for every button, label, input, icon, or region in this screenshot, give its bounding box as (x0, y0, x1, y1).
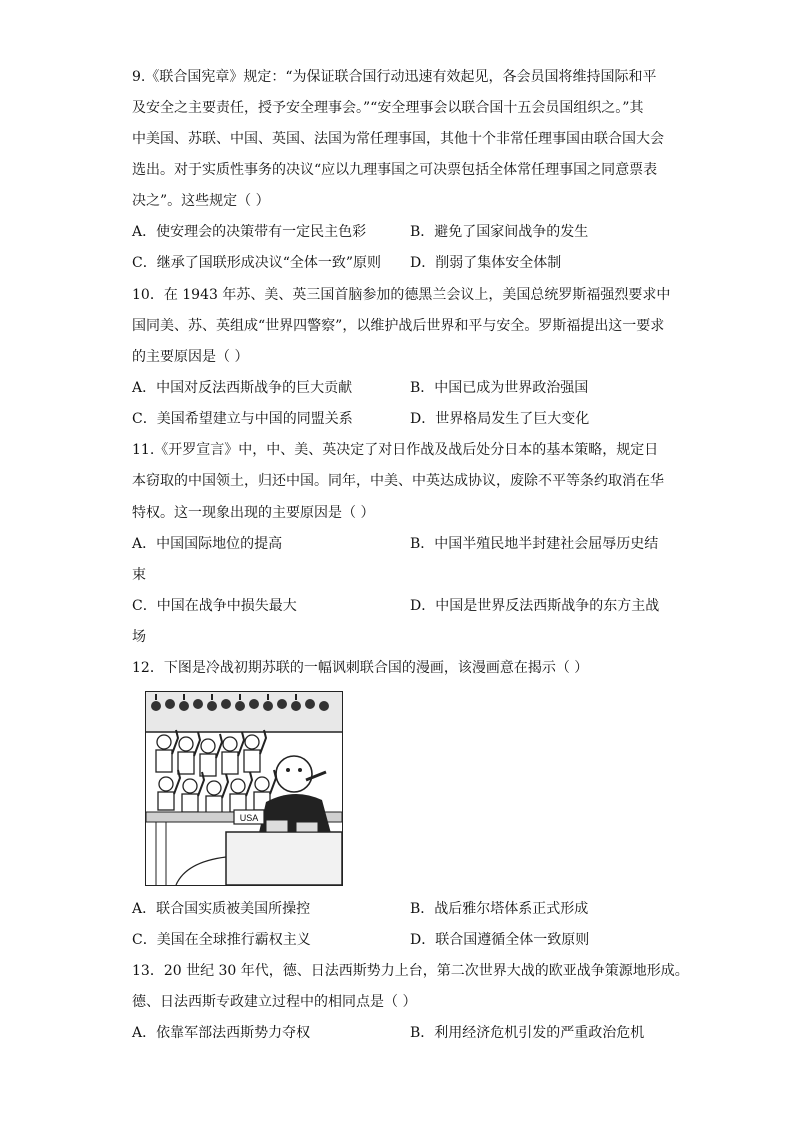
q9-line-5: 决之”。这些规定（ ） (132, 193, 270, 209)
q11-option-d: D．中国是世界反法西斯战争的东方主战 (410, 598, 660, 614)
q10-option-a: A．中国对反法西斯战争的巨大贡献 (132, 380, 353, 396)
q9-line-3: 中美国、苏联、中国、英国、法国为常任理事国，其他十个非常任理事国由联合国大会 (132, 131, 664, 147)
q13-option-a: A．依靠军部法西斯势力夺权 (132, 1025, 311, 1041)
q11-option-d-wrap: 场 (132, 629, 146, 645)
q9-line-4: 选出。对于实质性事务的决议“应以九理事国之可决票包括全体常任理事国之同意票表 (132, 162, 658, 178)
q9-line-1: 9.《联合国宪章》规定：“为保证联合国行动迅速有效起见，各会员国将维持国际和平 (132, 69, 657, 85)
q10-option-b: B．中国已成为世界政治强国 (410, 380, 589, 396)
q13-line-2: 德、日法西斯专政建立过程中的相同点是（ ） (132, 994, 417, 1010)
q11-option-b-wrap: 束 (132, 567, 146, 583)
q11-line-3: 特权。这一现象出现的主要原因是（ ） (132, 505, 375, 521)
q11-option-c: C．中国在战争中损失最大 (132, 598, 297, 614)
q12-option-d: D．联合国遵循全体一致原则 (410, 932, 590, 948)
q11-line-2: 本窃取的中国领土，归还中国。同年，中美、中英达成协议，废除不平等条约取消在华 (132, 473, 664, 489)
cartoon-drawing (146, 692, 342, 885)
q11-option-b: B．中国半殖民地半封建社会屈辱历史结 (410, 536, 659, 552)
q9-line-2: 及安全之主要责任，授予安全理事会。”“安全理事会以联合国十五会员国组织之。”其 (132, 100, 644, 116)
q11-line-1: 11.《开罗宣言》中，中、美、英决定了对日作战及战后处分日本的基本策略，规定日 (132, 442, 659, 458)
q9-option-d: D．削弱了集体安全体制 (410, 255, 562, 271)
usa-desk-label: USA (239, 813, 259, 823)
q12-option-c: C．美国在全球推行霸权主义 (132, 932, 311, 948)
q10-line-2: 国同美、苏、英组成“世界四警察”，以维护战后世界和平与安全。罗斯福提出这一要求 (132, 318, 665, 334)
q9-option-c: C．继承了国联形成决议“全体一致”原则 (132, 255, 382, 271)
q13-option-b: B．利用经济危机引发的严重政治危机 (410, 1025, 645, 1041)
q9-option-a: A．使安理会的决策带有一定民主色彩 (132, 224, 367, 240)
q10-option-c: C．美国希望建立与中国的同盟关系 (132, 411, 353, 427)
q11-option-a: A．中国国际地位的提高 (132, 536, 283, 552)
q13-line-1: 13．20 世纪 30 年代，德、日法西斯势力上台，第二次世界大战的欧亚战争策源地形成。 (132, 963, 689, 979)
q12-option-a: A．联合国实质被美国所操控 (132, 901, 311, 917)
q12-line-1: 12．下图是冷战初期苏联的一幅讽刺联合国的漫画，该漫画意在揭示（ ） (132, 660, 589, 676)
un-cartoon-image (145, 691, 343, 886)
q9-option-b: B．避免了国家间战争的发生 (410, 224, 589, 240)
q10-line-3: 的主要原因是（ ） (132, 349, 249, 365)
q10-option-d: D．世界格局发生了巨大变化 (410, 411, 590, 427)
q12-option-b: B．战后雅尔塔体系正式形成 (410, 901, 589, 917)
q10-line-1: 10．在 1943 年苏、美、英三国首脑参加的德黑兰会议上，美国总统罗斯福强烈要求中 (132, 287, 671, 303)
